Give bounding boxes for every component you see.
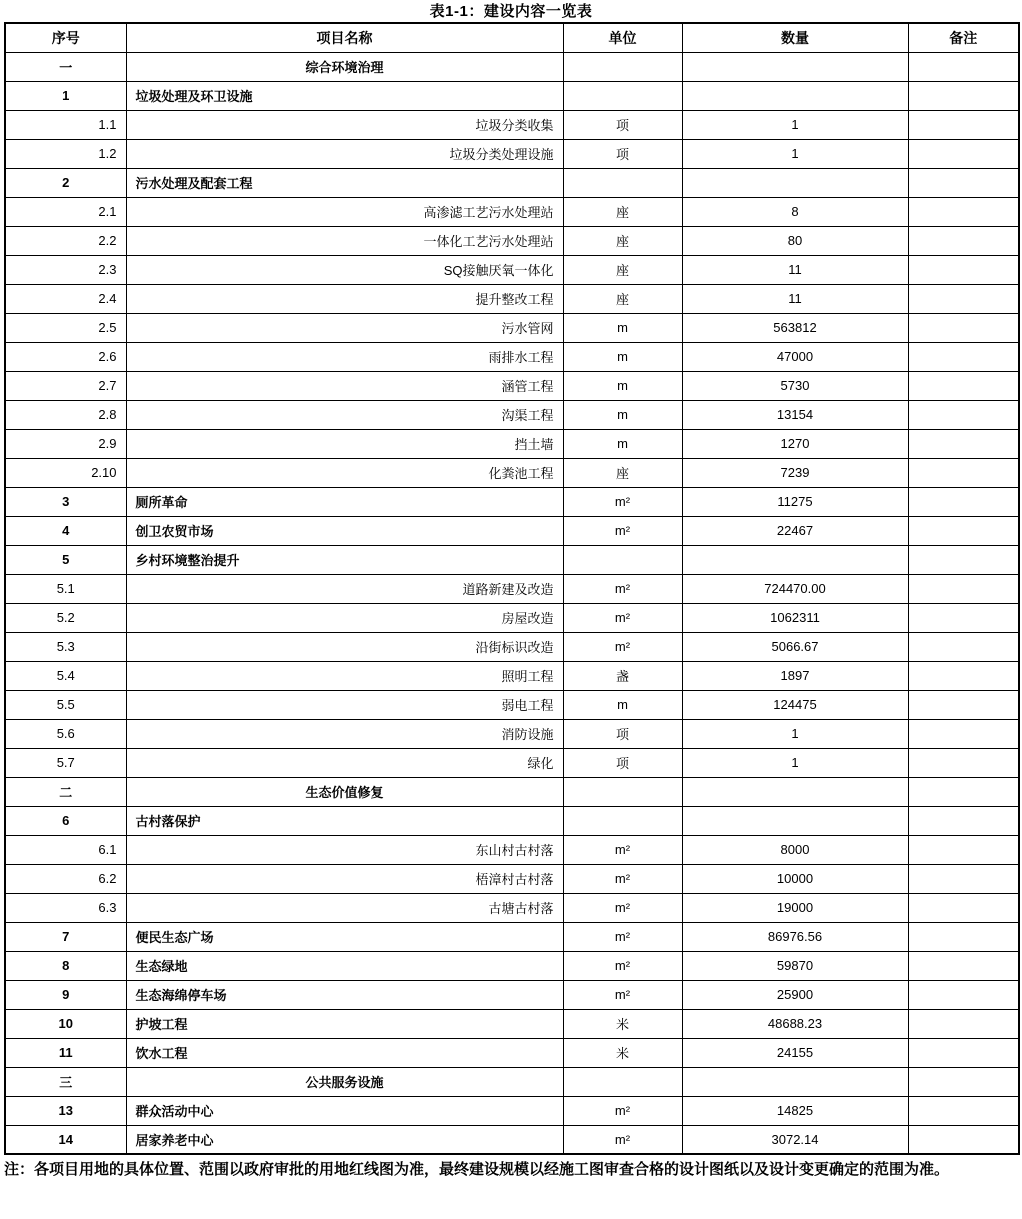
cell-remark bbox=[908, 313, 1019, 342]
table-row bbox=[5, 197, 1019, 226]
cell-qty: 13154 bbox=[682, 400, 908, 429]
cell-remark bbox=[908, 197, 1019, 226]
cell-qty bbox=[682, 545, 908, 574]
table-row bbox=[5, 545, 1019, 574]
cell-remark bbox=[908, 545, 1019, 574]
cell-unit bbox=[563, 81, 682, 110]
cell-no: 2.5 bbox=[5, 313, 126, 342]
cell-remark bbox=[908, 1096, 1019, 1125]
cell-qty: 22467 bbox=[682, 516, 908, 545]
cell-unit bbox=[563, 1067, 682, 1096]
cell-unit bbox=[563, 806, 682, 835]
cell-remark bbox=[908, 980, 1019, 1009]
cell-unit: 米 bbox=[563, 1009, 682, 1038]
cell-remark bbox=[908, 661, 1019, 690]
cell-no: 8 bbox=[5, 951, 126, 980]
table-row bbox=[5, 806, 1019, 835]
cell-qty: 14825 bbox=[682, 1096, 908, 1125]
cell-name: 梧漳村古村落 bbox=[126, 864, 563, 893]
cell-qty: 11275 bbox=[682, 487, 908, 516]
cell-no: 11 bbox=[5, 1038, 126, 1067]
cell-qty: 8000 bbox=[682, 835, 908, 864]
cell-unit: 米 bbox=[563, 1038, 682, 1067]
cell-unit: m bbox=[563, 371, 682, 400]
cell-unit: 盏 bbox=[563, 661, 682, 690]
cell-no: 2.10 bbox=[5, 458, 126, 487]
cell-no: 5.6 bbox=[5, 719, 126, 748]
table-row bbox=[5, 1125, 1019, 1154]
cell-no: 10 bbox=[5, 1009, 126, 1038]
cell-unit bbox=[563, 777, 682, 806]
table-row bbox=[5, 1009, 1019, 1038]
cell-unit: 项 bbox=[563, 719, 682, 748]
cell-name: 雨排水工程 bbox=[126, 342, 563, 371]
cell-qty: 563812 bbox=[682, 313, 908, 342]
table-row bbox=[5, 139, 1019, 168]
cell-qty: 19000 bbox=[682, 893, 908, 922]
table-row bbox=[5, 690, 1019, 719]
cell-remark bbox=[908, 893, 1019, 922]
cell-no: 7 bbox=[5, 922, 126, 951]
cell-unit: m² bbox=[563, 835, 682, 864]
cell-unit: 项 bbox=[563, 748, 682, 777]
cell-remark bbox=[908, 139, 1019, 168]
cell-no: 13 bbox=[5, 1096, 126, 1125]
cell-remark bbox=[908, 458, 1019, 487]
table-row bbox=[5, 1096, 1019, 1125]
cell-unit: m² bbox=[563, 864, 682, 893]
cell-unit: m² bbox=[563, 632, 682, 661]
cell-remark bbox=[908, 806, 1019, 835]
cell-no: 5.2 bbox=[5, 603, 126, 632]
cell-qty: 1897 bbox=[682, 661, 908, 690]
table-row bbox=[5, 255, 1019, 284]
construction-content-table bbox=[4, 22, 1020, 1155]
table-row bbox=[5, 864, 1019, 893]
cell-name: 厕所革命 bbox=[126, 487, 563, 516]
cell-remark bbox=[908, 168, 1019, 197]
cell-no: 2.7 bbox=[5, 371, 126, 400]
table-row bbox=[5, 980, 1019, 1009]
cell-name: 古塘古村落 bbox=[126, 893, 563, 922]
cell-remark bbox=[908, 864, 1019, 893]
cell-name: 东山村古村落 bbox=[126, 835, 563, 864]
cell-unit bbox=[563, 52, 682, 81]
cell-qty: 1 bbox=[682, 110, 908, 139]
column-header-3: 数量 bbox=[682, 23, 908, 52]
cell-name: SQ接触厌氧一体化 bbox=[126, 255, 563, 284]
table-row bbox=[5, 226, 1019, 255]
cell-name: 化粪池工程 bbox=[126, 458, 563, 487]
table-row bbox=[5, 1067, 1019, 1096]
cell-remark bbox=[908, 1038, 1019, 1067]
cell-remark bbox=[908, 284, 1019, 313]
cell-remark bbox=[908, 255, 1019, 284]
table-row bbox=[5, 168, 1019, 197]
cell-unit: m² bbox=[563, 951, 682, 980]
cell-name: 公共服务设施 bbox=[126, 1067, 563, 1096]
cell-qty: 86976.56 bbox=[682, 922, 908, 951]
cell-no: 5.1 bbox=[5, 574, 126, 603]
cell-no: 三 bbox=[5, 1067, 126, 1096]
cell-unit: m bbox=[563, 313, 682, 342]
cell-qty: 11 bbox=[682, 255, 908, 284]
table-row bbox=[5, 458, 1019, 487]
cell-name: 创卫农贸市场 bbox=[126, 516, 563, 545]
cell-name: 居家养老中心 bbox=[126, 1125, 563, 1154]
cell-unit: m² bbox=[563, 603, 682, 632]
cell-no: 2.8 bbox=[5, 400, 126, 429]
cell-name: 群众活动中心 bbox=[126, 1096, 563, 1125]
table-row bbox=[5, 284, 1019, 313]
cell-qty: 59870 bbox=[682, 951, 908, 980]
cell-remark bbox=[908, 226, 1019, 255]
cell-name: 生态价值修复 bbox=[126, 777, 563, 806]
cell-remark bbox=[908, 400, 1019, 429]
table-row bbox=[5, 487, 1019, 516]
cell-remark bbox=[908, 1009, 1019, 1038]
table-row bbox=[5, 110, 1019, 139]
cell-qty: 124475 bbox=[682, 690, 908, 719]
cell-qty: 724470.00 bbox=[682, 574, 908, 603]
cell-qty: 25900 bbox=[682, 980, 908, 1009]
cell-name: 提升整改工程 bbox=[126, 284, 563, 313]
cell-no: 2.6 bbox=[5, 342, 126, 371]
cell-unit: m² bbox=[563, 980, 682, 1009]
cell-unit: m bbox=[563, 429, 682, 458]
cell-qty: 1062311 bbox=[682, 603, 908, 632]
cell-unit bbox=[563, 545, 682, 574]
cell-name: 垃圾处理及环卫设施 bbox=[126, 81, 563, 110]
cell-no: 5.7 bbox=[5, 748, 126, 777]
cell-no: 6.1 bbox=[5, 835, 126, 864]
cell-name: 一体化工艺污水处理站 bbox=[126, 226, 563, 255]
cell-unit: 座 bbox=[563, 197, 682, 226]
cell-remark bbox=[908, 81, 1019, 110]
cell-no: 3 bbox=[5, 487, 126, 516]
column-header-4: 备注 bbox=[908, 23, 1019, 52]
table-row bbox=[5, 603, 1019, 632]
cell-remark bbox=[908, 429, 1019, 458]
cell-no: 2.3 bbox=[5, 255, 126, 284]
cell-qty: 80 bbox=[682, 226, 908, 255]
cell-name: 垃圾分类收集 bbox=[126, 110, 563, 139]
cell-remark bbox=[908, 1067, 1019, 1096]
cell-unit: m² bbox=[563, 487, 682, 516]
cell-unit: m bbox=[563, 342, 682, 371]
cell-no: 5.4 bbox=[5, 661, 126, 690]
cell-qty: 10000 bbox=[682, 864, 908, 893]
cell-unit: m² bbox=[563, 516, 682, 545]
table-row bbox=[5, 748, 1019, 777]
cell-name: 沿街标识改造 bbox=[126, 632, 563, 661]
table-row bbox=[5, 52, 1019, 81]
column-header-2: 单位 bbox=[563, 23, 682, 52]
table-row bbox=[5, 777, 1019, 806]
cell-name: 消防设施 bbox=[126, 719, 563, 748]
cell-remark bbox=[908, 342, 1019, 371]
cell-remark bbox=[908, 52, 1019, 81]
cell-no: 2.9 bbox=[5, 429, 126, 458]
cell-qty: 1 bbox=[682, 139, 908, 168]
cell-no: 5.3 bbox=[5, 632, 126, 661]
cell-name: 生态绿地 bbox=[126, 951, 563, 980]
cell-no: 5.5 bbox=[5, 690, 126, 719]
cell-unit: m bbox=[563, 400, 682, 429]
cell-no: 2.4 bbox=[5, 284, 126, 313]
cell-name: 挡土墙 bbox=[126, 429, 563, 458]
cell-name: 护坡工程 bbox=[126, 1009, 563, 1038]
cell-qty bbox=[682, 806, 908, 835]
cell-qty: 1 bbox=[682, 719, 908, 748]
cell-qty: 5066.67 bbox=[682, 632, 908, 661]
table-row bbox=[5, 893, 1019, 922]
cell-unit: m bbox=[563, 690, 682, 719]
cell-remark bbox=[908, 719, 1019, 748]
cell-name: 房屋改造 bbox=[126, 603, 563, 632]
table-title: 表1-1：建设内容一览表 bbox=[429, 3, 593, 20]
table-header-row bbox=[5, 23, 1019, 52]
cell-qty: 1 bbox=[682, 748, 908, 777]
cell-name: 污水管网 bbox=[126, 313, 563, 342]
cell-qty bbox=[682, 52, 908, 81]
cell-name: 综合环境治理 bbox=[126, 52, 563, 81]
table-row bbox=[5, 835, 1019, 864]
cell-unit: 座 bbox=[563, 255, 682, 284]
cell-qty: 1270 bbox=[682, 429, 908, 458]
cell-no: 二 bbox=[5, 777, 126, 806]
cell-qty: 3072.14 bbox=[682, 1125, 908, 1154]
cell-unit: m² bbox=[563, 922, 682, 951]
cell-no: 2.1 bbox=[5, 197, 126, 226]
cell-unit bbox=[563, 168, 682, 197]
table-row bbox=[5, 81, 1019, 110]
cell-qty: 48688.23 bbox=[682, 1009, 908, 1038]
cell-name: 便民生态广场 bbox=[126, 922, 563, 951]
cell-remark bbox=[908, 951, 1019, 980]
table-row bbox=[5, 1038, 1019, 1067]
column-header-0: 序号 bbox=[5, 23, 126, 52]
cell-name: 古村落保护 bbox=[126, 806, 563, 835]
cell-unit: m² bbox=[563, 893, 682, 922]
cell-no: 6 bbox=[5, 806, 126, 835]
cell-qty bbox=[682, 168, 908, 197]
table-row bbox=[5, 661, 1019, 690]
cell-no: 1.1 bbox=[5, 110, 126, 139]
cell-no: 2 bbox=[5, 168, 126, 197]
table-row bbox=[5, 516, 1019, 545]
cell-name: 污水处理及配套工程 bbox=[126, 168, 563, 197]
cell-unit: 项 bbox=[563, 139, 682, 168]
table-row bbox=[5, 574, 1019, 603]
cell-qty: 24155 bbox=[682, 1038, 908, 1067]
cell-qty: 8 bbox=[682, 197, 908, 226]
cell-remark bbox=[908, 574, 1019, 603]
table-row bbox=[5, 951, 1019, 980]
cell-name: 弱电工程 bbox=[126, 690, 563, 719]
cell-remark bbox=[908, 748, 1019, 777]
cell-name: 高渗滤工艺污水处理站 bbox=[126, 197, 563, 226]
cell-no: 1.2 bbox=[5, 139, 126, 168]
cell-remark bbox=[908, 922, 1019, 951]
cell-qty: 11 bbox=[682, 284, 908, 313]
table-row bbox=[5, 429, 1019, 458]
cell-qty: 47000 bbox=[682, 342, 908, 371]
table-row bbox=[5, 400, 1019, 429]
table-row bbox=[5, 342, 1019, 371]
cell-no: 4 bbox=[5, 516, 126, 545]
cell-unit: 座 bbox=[563, 284, 682, 313]
cell-no: 9 bbox=[5, 980, 126, 1009]
cell-remark bbox=[908, 777, 1019, 806]
cell-name: 道路新建及改造 bbox=[126, 574, 563, 603]
cell-remark bbox=[908, 516, 1019, 545]
cell-remark bbox=[908, 371, 1019, 400]
table-row bbox=[5, 719, 1019, 748]
cell-name: 沟渠工程 bbox=[126, 400, 563, 429]
cell-qty bbox=[682, 81, 908, 110]
cell-name: 饮水工程 bbox=[126, 1038, 563, 1067]
cell-remark bbox=[908, 690, 1019, 719]
cell-remark bbox=[908, 1125, 1019, 1154]
cell-qty: 5730 bbox=[682, 371, 908, 400]
table-row bbox=[5, 313, 1019, 342]
cell-name: 生态海绵停车场 bbox=[126, 980, 563, 1009]
table-row bbox=[5, 922, 1019, 951]
cell-name: 绿化 bbox=[126, 748, 563, 777]
cell-qty bbox=[682, 777, 908, 806]
cell-no: 1 bbox=[5, 81, 126, 110]
cell-name: 涵管工程 bbox=[126, 371, 563, 400]
cell-name: 乡村环境整治提升 bbox=[126, 545, 563, 574]
cell-remark bbox=[908, 110, 1019, 139]
cell-remark bbox=[908, 487, 1019, 516]
cell-unit: 座 bbox=[563, 226, 682, 255]
cell-unit: m² bbox=[563, 1125, 682, 1154]
table-row bbox=[5, 371, 1019, 400]
cell-unit: 项 bbox=[563, 110, 682, 139]
cell-no: 2.2 bbox=[5, 226, 126, 255]
cell-name: 垃圾分类处理设施 bbox=[126, 139, 563, 168]
cell-no: 6.3 bbox=[5, 893, 126, 922]
cell-no: 一 bbox=[5, 52, 126, 81]
cell-qty: 7239 bbox=[682, 458, 908, 487]
cell-unit: m² bbox=[563, 1096, 682, 1125]
cell-unit: m² bbox=[563, 574, 682, 603]
cell-qty bbox=[682, 1067, 908, 1096]
cell-unit: 座 bbox=[563, 458, 682, 487]
table-row bbox=[5, 632, 1019, 661]
cell-no: 14 bbox=[5, 1125, 126, 1154]
cell-remark bbox=[908, 603, 1019, 632]
cell-no: 6.2 bbox=[5, 864, 126, 893]
cell-name: 照明工程 bbox=[126, 661, 563, 690]
cell-remark bbox=[908, 632, 1019, 661]
footnote: 注：各项目用地的具体位置、范围以政府审批的用地红线图为准，最终建设规模以经施工图审查合格的设计图纸以及设计变更确定的范围为准。 bbox=[4, 1161, 950, 1178]
cell-no: 5 bbox=[5, 545, 126, 574]
cell-remark bbox=[908, 835, 1019, 864]
column-header-1: 项目名称 bbox=[126, 23, 563, 52]
